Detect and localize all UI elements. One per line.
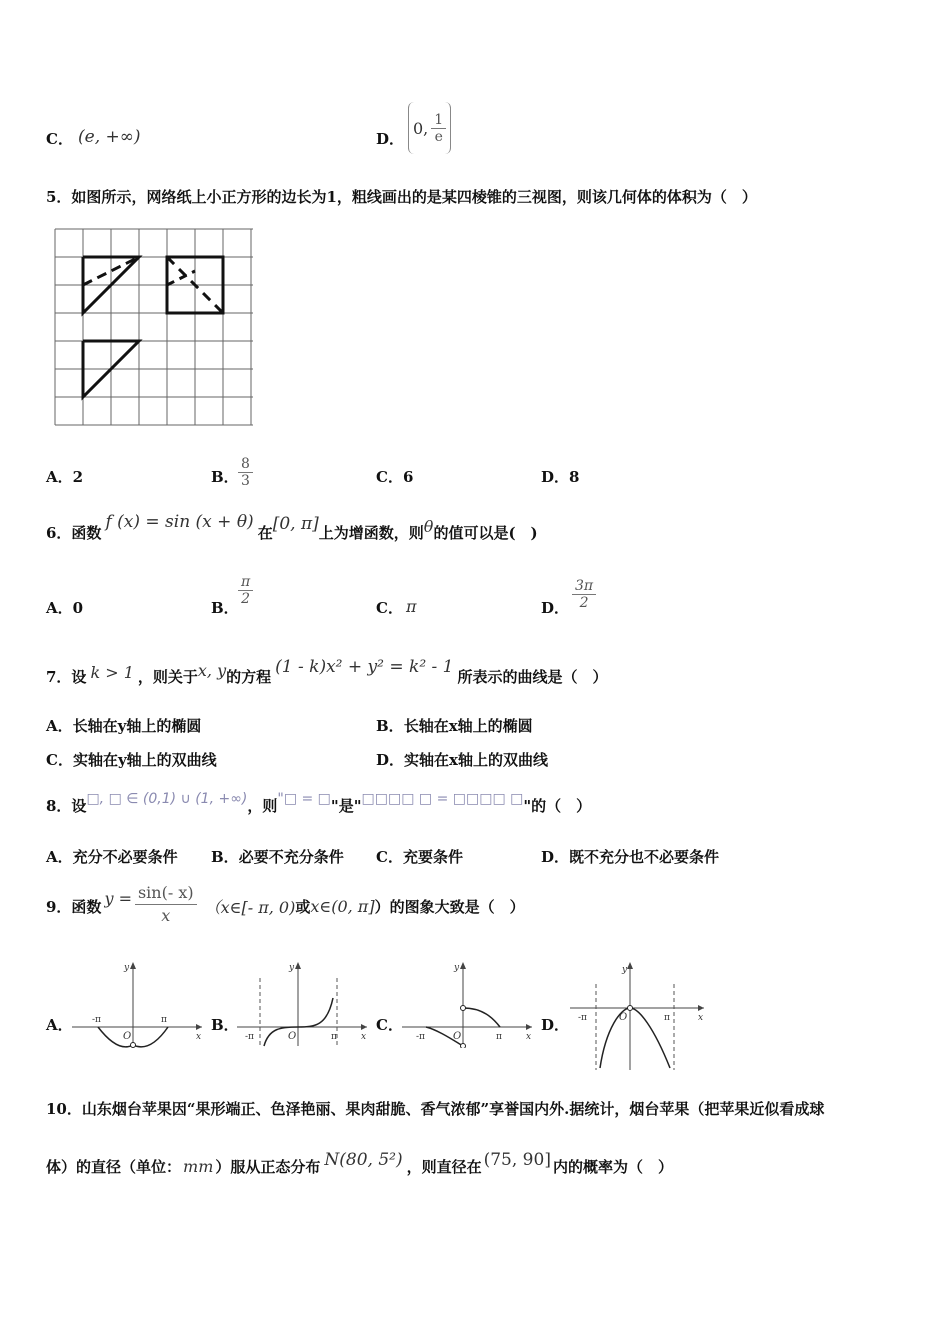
q6-num: 6．函数 (46, 523, 102, 542)
q7-equation: (1 - k)x² + y² = k² - 1 (275, 657, 454, 677)
q6-d-den: 2 (579, 595, 589, 611)
q7-a-value: 长轴在y轴上的椭圆 (72, 717, 202, 735)
label-origin: O (123, 1031, 132, 1042)
q6-c-label: C． (376, 599, 403, 617)
q9-domain1: （x∈[- π, 0) (204, 897, 296, 917)
x-arrow (196, 1024, 202, 1030)
label-pi: π (331, 1032, 337, 1042)
q7-vars: x, y (197, 660, 227, 680)
q9-graph-c (398, 958, 538, 1048)
q9-or: 或 (295, 897, 311, 916)
curve-right (463, 1008, 500, 1027)
q8-a-label: A． (46, 848, 73, 866)
q9-graph-d (566, 958, 710, 1074)
q8-c-label: C． (376, 848, 403, 866)
q10-line2d: 内的概率为（ ） (552, 1157, 673, 1176)
q6-mid: 在 (257, 523, 273, 542)
label-pi: π (496, 1032, 502, 1042)
q8-c-value: 充要条件 (402, 848, 463, 866)
q7-mid2: 的方程 (226, 667, 272, 686)
q4-option-c-math: (e, +∞) (78, 127, 141, 147)
label-x: x (698, 1013, 704, 1023)
q9-end: ）的图象大致是（ ） (374, 897, 525, 916)
q4-d-den: e (434, 128, 443, 145)
q7-option-a (46, 715, 201, 736)
q10-line2c: ，则直径在 (406, 1157, 482, 1176)
q5-a-label: A． (46, 468, 73, 486)
y-arrow (460, 962, 466, 969)
q8-option-a (46, 846, 178, 867)
q5-b-fraction (238, 456, 253, 489)
q7-cond: k > 1 (90, 662, 134, 682)
y-arrow (130, 962, 136, 969)
x-arrow (361, 1024, 367, 1030)
q9-fnum: sin(- x) (135, 882, 197, 905)
q10-line2b: ）服从正态分布 (215, 1157, 321, 1176)
q6-option-a (46, 597, 83, 618)
label-neg-pi: -π (92, 1015, 101, 1025)
q8-end: "的（ ） (523, 796, 592, 815)
q7-d-value: 实轴在x轴上的双曲线 (404, 751, 548, 769)
q8-s1: "□ = □ (277, 791, 331, 807)
q8-cond: □, □ ∈ (0,1) ∪ (1, +∞) (86, 791, 248, 807)
q6-a-label: A． (46, 599, 73, 617)
q9-b-label: B． (211, 1016, 239, 1034)
q8-option-c (376, 846, 463, 867)
q9-c-label: C． (376, 1016, 403, 1034)
q8-a-value: 充分不必要条件 (72, 848, 178, 866)
q9-graph-b (233, 958, 373, 1048)
q7-b-value: 长轴在x轴上的椭圆 (403, 717, 533, 735)
q4-option-c-label: C． (46, 130, 73, 148)
q4-d-num: 1 (431, 112, 446, 129)
q8-mid: ，则 (247, 796, 278, 815)
q8-option-b (211, 846, 344, 867)
q5-option-a (46, 466, 83, 487)
q8-num: 8．设 (46, 796, 87, 815)
q4-d-fraction (431, 112, 446, 145)
q5-d-label: D． (541, 468, 570, 486)
q10-distribution: N(80, 5²) (324, 1150, 403, 1170)
q10-line2 (46, 1146, 673, 1186)
q6-d-fraction (572, 578, 596, 611)
q8-stem (46, 788, 591, 822)
x-arrow (526, 1024, 532, 1030)
open-point-top (461, 1006, 466, 1011)
q10-line1: 10．山东烟台苹果因“果形端正、色泽艳丽、果肉甜脆、香气浓郁”享誉国内外.据统计，烟台苹果（把苹果近似看成球 (46, 1100, 825, 1118)
q8-d-value: 既不充分也不必要条件 (569, 848, 720, 866)
q5-stem: 5．如图所示，网络纸上小正方形的边长为1，粗线画出的是某四棱锥的三视图，则该几何体的体积为（ ） (46, 188, 757, 206)
q9-y: y = (104, 888, 132, 908)
q7-stem (46, 656, 608, 696)
q5-b-label: B． (211, 468, 239, 486)
q10-interval: (75, 90] (483, 1150, 551, 1170)
q7-c-value: 实轴在y轴上的双曲线 (72, 751, 217, 769)
q9-fraction (135, 882, 197, 927)
label-neg-pi: -π (245, 1032, 254, 1042)
label-origin: O (453, 1031, 462, 1042)
q10-unit: mm (183, 1156, 214, 1176)
q7-option-b (376, 715, 533, 736)
q6-b-num: π (238, 574, 253, 591)
q10-line2a: 体）的直径（单位： (46, 1157, 182, 1176)
open-point (628, 1006, 633, 1011)
label-y: y (454, 963, 460, 973)
q6-theta: θ (423, 516, 434, 536)
curve (600, 1008, 670, 1068)
q5-three-view-grid (52, 226, 256, 430)
label-y: y (124, 963, 130, 973)
q8-s2: □□□□ □ = □□□□ □ (361, 791, 524, 807)
y-arrow (627, 962, 633, 969)
q4-option-d-label: D． (376, 130, 405, 148)
q7-d-label: D． (376, 751, 405, 769)
q6-func: f (x) = sin (x + θ) (105, 512, 254, 532)
q6-d-label: D． (541, 599, 570, 617)
label-pi: π (161, 1015, 167, 1025)
label-origin: O (619, 1012, 628, 1023)
q6-a-value: 0 (72, 599, 84, 617)
q6-stem (46, 512, 538, 552)
q8-b-value: 必要不充分条件 (238, 848, 344, 866)
q5-a-value: 2 (72, 468, 84, 486)
q9-num: 9．函数 (46, 897, 102, 916)
q5-option-d (541, 466, 579, 487)
open-point-bottom (461, 1044, 466, 1049)
q7-c-label: C． (46, 751, 73, 769)
q8-d-label: D． (541, 848, 570, 866)
q9-d-label: D． (541, 1016, 570, 1034)
q9-graph-a (68, 958, 208, 1048)
q9-domain2: x∈(0, π] (310, 896, 375, 916)
q5-c-value: 6 (402, 468, 414, 486)
q6-end: 的值可以是( ) (433, 523, 538, 542)
q6-b-label: B． (211, 599, 239, 617)
q9-a-label: A． (46, 1016, 73, 1034)
q4-d-left: 0, (413, 118, 429, 138)
label-x: x (196, 1032, 202, 1042)
q4-option-d-math (408, 102, 451, 154)
q7-option-c (46, 749, 217, 770)
x-arrow (698, 1005, 704, 1011)
q6-rest: 上为增函数，则 (318, 523, 424, 542)
label-x: x (361, 1032, 367, 1042)
q5-b-den: 3 (241, 473, 250, 489)
q7-mid: ，则关于 (137, 667, 198, 686)
q6-c-value: π (406, 597, 417, 616)
q9-stem (46, 878, 525, 934)
label-x: x (526, 1032, 532, 1042)
q6-b-den: 2 (241, 591, 251, 607)
q8-option-d (541, 846, 719, 867)
q8-mid2: "是" (330, 796, 362, 815)
label-y: y (622, 965, 628, 975)
q6-d-num: 3π (572, 578, 596, 595)
label-neg-pi: -π (578, 1013, 587, 1023)
q9-fden: x (161, 905, 171, 925)
q7-a-label: A． (46, 717, 73, 735)
q8-b-label: B． (211, 848, 239, 866)
q7-option-d (376, 749, 548, 770)
q5-c-label: C． (376, 468, 403, 486)
label-pi: π (664, 1013, 670, 1023)
y-arrow (295, 962, 301, 969)
q6-interval: [0, π] (272, 514, 319, 534)
q7-num: 7．设 (46, 667, 87, 686)
label-neg-pi: -π (416, 1032, 425, 1042)
open-point (131, 1043, 136, 1048)
q5-d-value: 8 (569, 468, 580, 486)
label-y: y (289, 963, 295, 973)
q6-b-fraction (238, 574, 253, 607)
label-origin: O (288, 1031, 297, 1042)
q7-b-label: B． (376, 717, 404, 735)
q5-b-num: 8 (238, 456, 253, 473)
q7-end: 所表示的曲线是（ ） (457, 667, 608, 686)
q5-option-c (376, 466, 413, 487)
